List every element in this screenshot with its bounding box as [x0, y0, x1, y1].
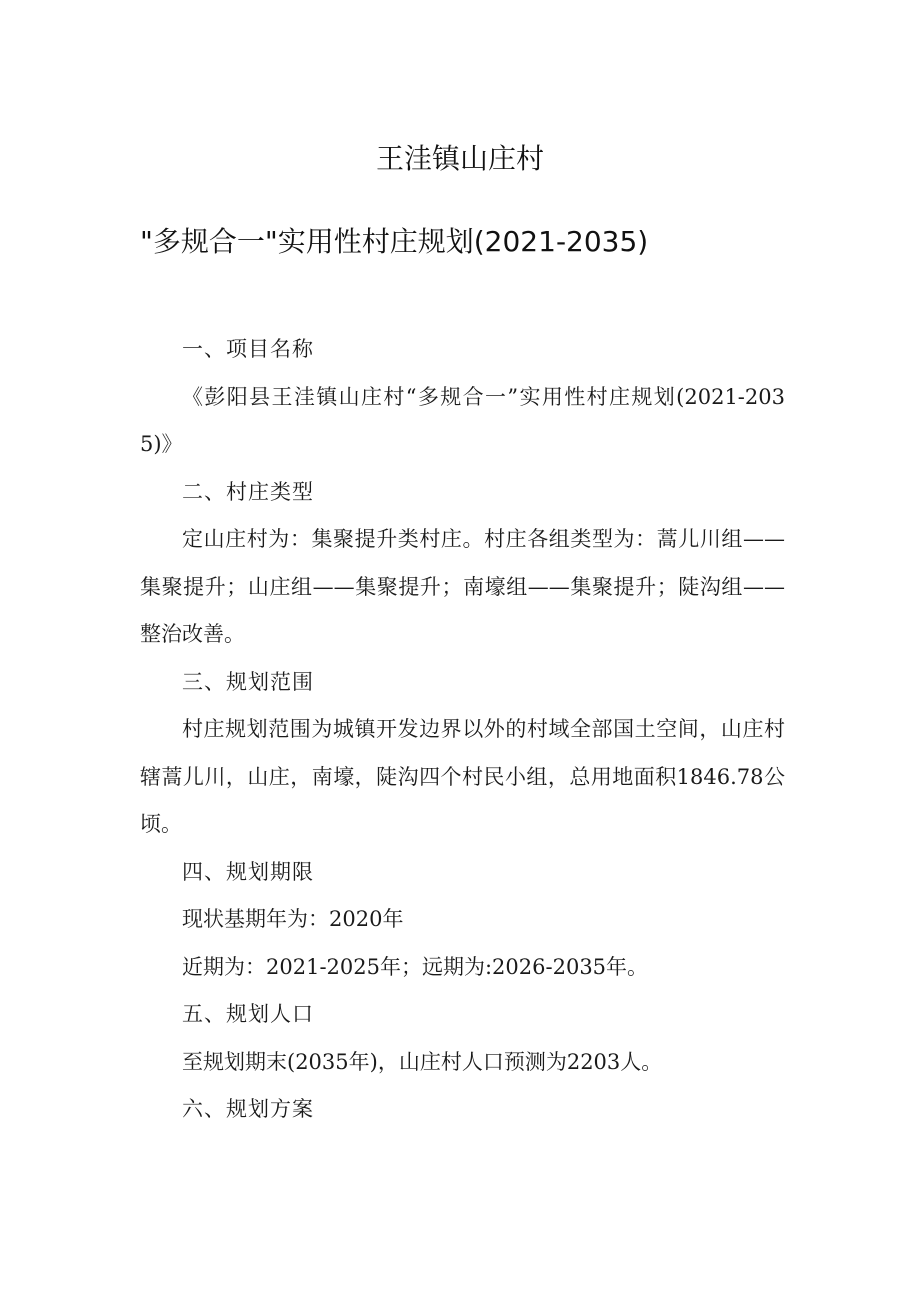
section-3-body: 村庄规划范围为城镇开发边界以外的村域全部国土空间，山庄村辖蒿儿川，山庄，南壕，陡沟四个村民小组，总用地面积1846.78公顷。	[140, 717, 785, 836]
document-body	[140, 326, 785, 1134]
section-2-body: 定山庄村为：集聚提升类村庄。村庄各组类型为：蒿儿川组——集聚提升；山庄组——集聚提升；南壕组——集聚提升；陡沟组——整治改善。	[140, 527, 785, 646]
section-5-heading: 五、规划人口	[182, 1002, 314, 1026]
section-6-heading: 六、规划方案	[182, 1097, 314, 1121]
section-2-heading: 二、村庄类型	[182, 479, 314, 504]
section-3-heading: 三、规划范围	[182, 669, 314, 694]
document-title-line1: 王洼镇山庄村	[375, 142, 544, 175]
section-4-body-periods: 近期为：2021-2025年；远期为:2026-2035年。	[182, 954, 649, 979]
section-1-body: 《彭阳县王洼镇山庄村“多规合一”实用性村庄规划(2021-2035)》	[140, 384, 785, 456]
document-title-line2: "多规合一"实用性村庄规划(2021-2035)	[140, 225, 649, 258]
section-4-heading: 四、规划期限	[182, 859, 314, 884]
section-5-body: 至规划期末(2035年)，山庄村人口预测为2203人。	[182, 1049, 663, 1074]
section-1-heading: 一、项目名称	[182, 337, 314, 361]
section-4-body-baseline: 现状基期年为：2020年	[182, 907, 404, 931]
